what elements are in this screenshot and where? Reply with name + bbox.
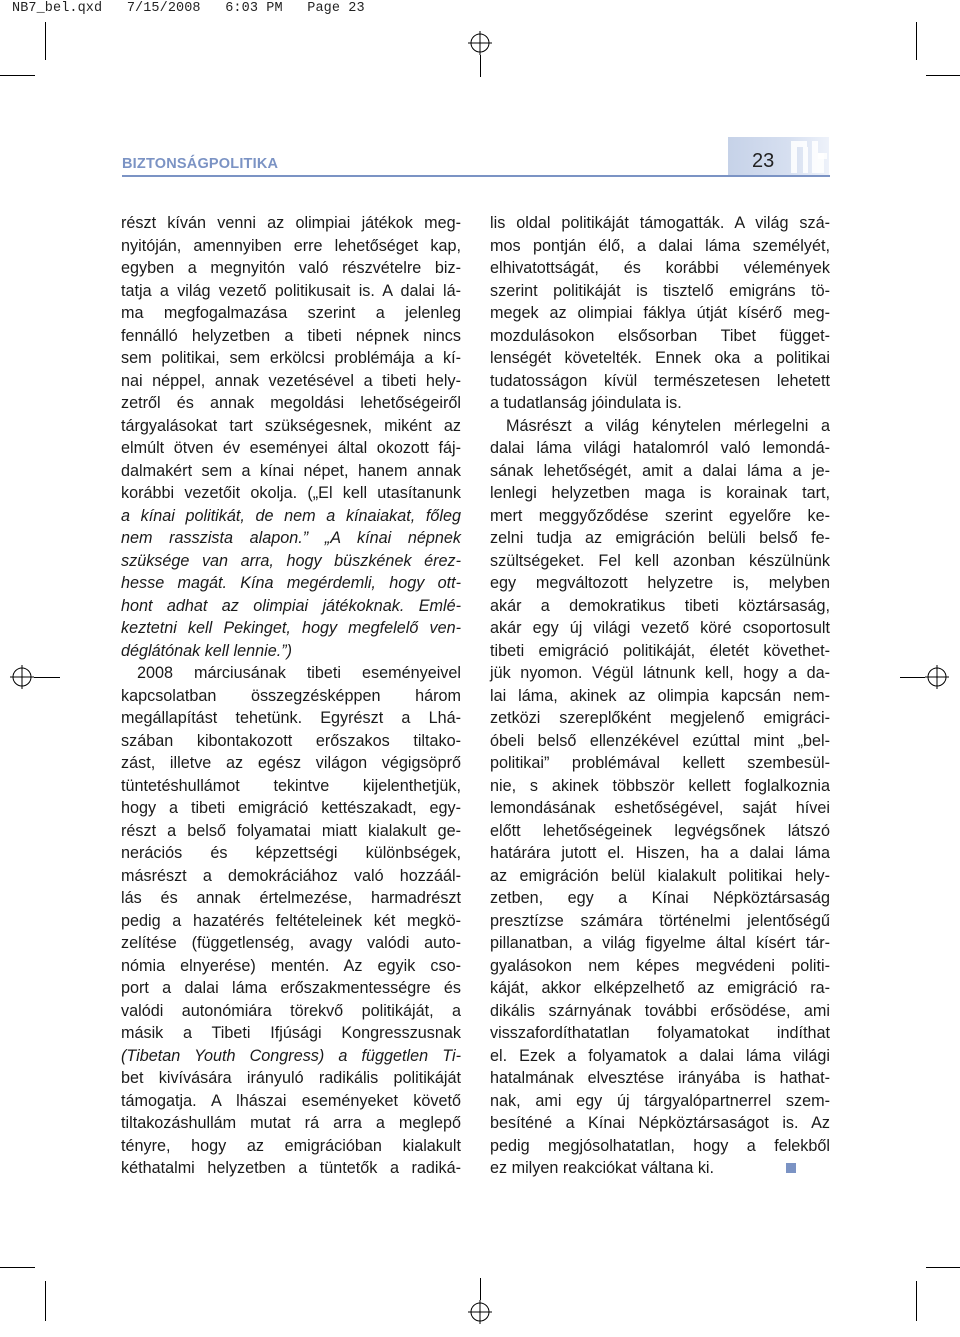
text-line: határára jutott el. Hiszen, ha a dalai láma xyxy=(490,844,830,862)
text-line: tárgyalásokat tart szükségesnek, miként az xyxy=(121,416,461,435)
text-line-italic xyxy=(121,617,461,640)
crop-mark xyxy=(45,1281,46,1321)
crop-mark xyxy=(916,1281,917,1321)
text-line: nerációs és képzettségi különbségek, xyxy=(121,844,461,862)
text-line: sának lehetőségét, amit a dalai láma a je- xyxy=(490,461,830,480)
text-line: lenségét követelték. Ennek oka a politikai xyxy=(490,349,830,367)
text-line: politikai” problémával kellett szembesül- xyxy=(490,754,830,772)
text-line: dalai láma világi hatalomról való lemondá- xyxy=(490,439,830,457)
text-line: pedig a hazatérés feltételeinek két megkö- xyxy=(121,911,461,930)
text-line: el. Ezek a folyamatok a dalai láma világi xyxy=(490,1046,830,1065)
text-line: tudatosságon kívül természetesen lehetett xyxy=(490,371,830,390)
registration-mark-right xyxy=(925,665,949,689)
text-line-italic xyxy=(121,527,461,550)
text-line: mozdulásokon elsősorban Tibet függet- xyxy=(490,326,830,345)
text-line: bet kivívására irányuló radikális politikáját xyxy=(121,1069,461,1087)
text-line: lemondásának eshetőségével, saját hívei xyxy=(490,799,830,817)
text-line-italic xyxy=(121,640,461,663)
text-line: pedig megjósolhatatlan, hogy a felekből xyxy=(490,1136,830,1155)
text-line: jük nyomon. Végül látnunk kell, hogy a da- xyxy=(490,664,830,682)
header-rule xyxy=(122,175,830,177)
text-line: részt a belső folyamatai miatt kialakult ge- xyxy=(121,821,461,840)
text-line: másik a Tibeti Ifjúsági Kongresszusnak xyxy=(121,1024,461,1042)
crop-mark xyxy=(926,75,960,76)
text-line: káját, akkor elképzelhető az emigráció ra- xyxy=(490,979,830,997)
text-line: valódi autonómiára törekvő politikáját, a xyxy=(121,1001,461,1020)
text-line: nai néppel, annak vezetésével a tibeti hely- xyxy=(121,371,461,390)
text-line: zelni tudja az emigráción belüli belső fe- xyxy=(490,529,830,547)
text-line: visszafordíthatatlan folyamatokat indíthat xyxy=(490,1024,830,1042)
text-line: lás és annak értelmezése, harmadrészt xyxy=(121,889,461,907)
text-line: szültségeket. Fel kell azonban készülnünk xyxy=(490,551,830,570)
text-line: zelítése (függetlenség, avagy valódi auto- xyxy=(121,934,461,952)
text-line: óbeli belső ellenzékével ezúttal mint „bel- xyxy=(490,731,830,750)
text-line: nie, s akinek többször kellett foglalkoznia xyxy=(490,776,830,795)
text-line: dalmakért sem a kínai népet, hanem annak xyxy=(121,461,461,480)
text-line: elmúlt ötven év eseményei által okozott fáj- xyxy=(121,439,461,457)
text-line-italic xyxy=(121,595,461,618)
article-end-square-icon xyxy=(786,1163,796,1173)
text-line: presztízse számára történelmi jelentőségű xyxy=(490,911,830,930)
crop-mark xyxy=(916,22,917,60)
magazine-logo-icon xyxy=(788,137,829,177)
crop-mark xyxy=(34,677,60,678)
italic-text: nem rasszista alapon.” „A kínai népnek xyxy=(121,529,461,547)
text-line: akár egy új világi vezető köré csoportosult xyxy=(490,619,830,637)
text-line: másrészt a demokráciához való hozzáál- xyxy=(121,866,461,885)
crop-mark xyxy=(480,55,481,77)
text-line: besíténé a Kínai Népköztársaságot is. Az xyxy=(490,1114,830,1132)
text-line-italic xyxy=(121,1045,461,1068)
registration-mark-top xyxy=(468,31,492,55)
italic-text: a kínai politikát, de nem a kínaiakat, főleg xyxy=(121,506,461,525)
text-line: tatja a világ vezető politikusait is. A dalai lá- xyxy=(121,281,461,300)
text-line: korábbi vezetőit okolja. („El kell utasítanunk xyxy=(121,484,461,502)
italic-text: keztetni kell Pekinget, hogy megfelelő ven- xyxy=(121,619,461,637)
text-line: lai láma, akinek az olimpia kapcsán nem- xyxy=(490,686,830,705)
text-line: gyalásokon nem képes megvédeni politi- xyxy=(490,956,830,975)
text-line: lis oldal politikáját támogatták. A világ szá- xyxy=(490,214,830,232)
italic-text: hesse magát. Kína megérdemli, hogy ott- xyxy=(121,574,461,592)
text-line: nyitóján, amennyiben erre lehetőséget kap, xyxy=(121,236,461,255)
text-line: 2008 márciusának tibeti eseményeivel xyxy=(137,664,461,682)
text-line: Másrészt a világ kénytelen mérlegelni a xyxy=(506,416,830,435)
text-line: hatalmának elvesztése irányába is hathat- xyxy=(490,1069,830,1087)
text-line-final xyxy=(490,1157,830,1180)
registration-mark-left xyxy=(10,665,34,689)
text-line: kapcsolatban összegzésképpen három xyxy=(121,686,461,705)
text-line: előtt lehetőségeinek legvégsőnek látszó xyxy=(490,821,830,840)
text-line: mert meggyőződése szerint egyelőre ke- xyxy=(490,506,830,525)
text-line: tiltakozáshullám mutat rá arra a meglepő xyxy=(121,1114,461,1132)
text-line: tényre, hogy az emigrációban kialakult xyxy=(121,1136,461,1155)
italic-text: hont adhat az olimpiai játékoknak. Emlé- xyxy=(121,596,461,615)
text-line: lenlegi helyzetben maga is korainak tart, xyxy=(490,484,830,502)
text-line: tüntetéshullámot tekintve kijelenthetjük, xyxy=(121,776,461,795)
text-line: hogy a tibeti emigráció kettészakadt, egy- xyxy=(121,799,461,817)
text-line: megek az olimpiai fáklya útját kísérő meg- xyxy=(490,304,830,322)
text-line: egyben a megnyitón való részvételre biz- xyxy=(121,259,461,277)
crop-mark xyxy=(0,1267,35,1268)
text-line: megállapítást tehetünk. Egyrészt a Lhá- xyxy=(121,709,461,727)
text-line: részt kíván venni az olimpiai játékok meg- xyxy=(121,214,461,232)
italic-text: (Tibetan Youth Congress) a független Ti- xyxy=(121,1046,461,1065)
text-line: egy megváltozott helyzetre is, melyben xyxy=(490,574,830,592)
crop-mark xyxy=(926,1267,960,1268)
crop-mark xyxy=(0,75,35,76)
print-slug-line: NB7_bel.qxd 7/15/2008 6:03 PM Page 23 xyxy=(12,1,365,16)
text-line: port a dalai láma erőszakmentességre és xyxy=(121,979,461,997)
italic-text: szüksége van arra, hogy büszkének érez- xyxy=(121,551,461,570)
crop-mark xyxy=(900,677,925,678)
text-line: sem politikai, sem erkölcsi problémája a kí- xyxy=(121,349,461,367)
text-line: szában kibontakozott erőszakos tiltako- xyxy=(121,731,461,750)
text-line-italic xyxy=(121,505,461,528)
text-line: tibeti emigráció politikáját, életét követhet- xyxy=(490,641,830,660)
crop-mark xyxy=(480,1278,481,1300)
text-line: pillanatban, a világ figyelme által kísért tár- xyxy=(490,934,830,952)
crop-mark xyxy=(45,22,46,60)
text-line: fennálló helyzetben a tibeti népnek nincs xyxy=(121,326,461,345)
text-line: akár a demokratikus tibeti köztársaság, xyxy=(490,596,830,615)
text-line: szerint politikáját is tisztelő emigráns tö- xyxy=(490,281,830,300)
text-line: ma megfogalmazása szerint a jelenleg xyxy=(121,304,461,322)
left-column xyxy=(121,212,461,1180)
text-line: zetben, egy a Kínai Népköztársaság xyxy=(490,889,830,907)
page-number: 23 xyxy=(752,150,775,172)
text-line: az emigráción belül kialakult politikai hely- xyxy=(490,866,830,885)
text-line: zetközi szereplőként megjelenő emigráci- xyxy=(490,709,830,727)
text-line-italic xyxy=(121,550,461,573)
text-line: kéthatalmi helyzetben a tüntetők a radiká- xyxy=(121,1159,461,1177)
text-line: támogatja. A lhászai eseményeket követő xyxy=(121,1091,461,1110)
section-title: BIZTONSÁGPOLITIKA xyxy=(122,156,279,172)
text-line: elhivatottságát, és korábbi vélemények xyxy=(490,259,830,277)
text-line: dikális szárnyának további erősödése, ami xyxy=(490,1001,830,1020)
text-line: nómia elnyerése) mentén. Az egyik cso- xyxy=(121,956,461,975)
text-line: nak, ami egy új tárgyalópartnerrel szem- xyxy=(490,1091,830,1110)
text-line: zást, illetve az egész világon végigsöprő xyxy=(121,754,461,772)
text-line: a tudatlanság jóindulata is. xyxy=(490,394,682,412)
final-sentence: ez milyen reakciókat váltana ki. xyxy=(490,1159,715,1177)
italic-text: déglátónak kell lennie.”) xyxy=(121,641,292,660)
text-line-italic xyxy=(121,572,461,595)
text-line: zetről és annak megoldási lehetőségeiről xyxy=(121,394,461,412)
right-column xyxy=(490,212,830,1180)
text-line: mos pontján élő, a dalai láma személyét, xyxy=(490,236,830,255)
registration-mark-bottom xyxy=(468,1300,492,1324)
